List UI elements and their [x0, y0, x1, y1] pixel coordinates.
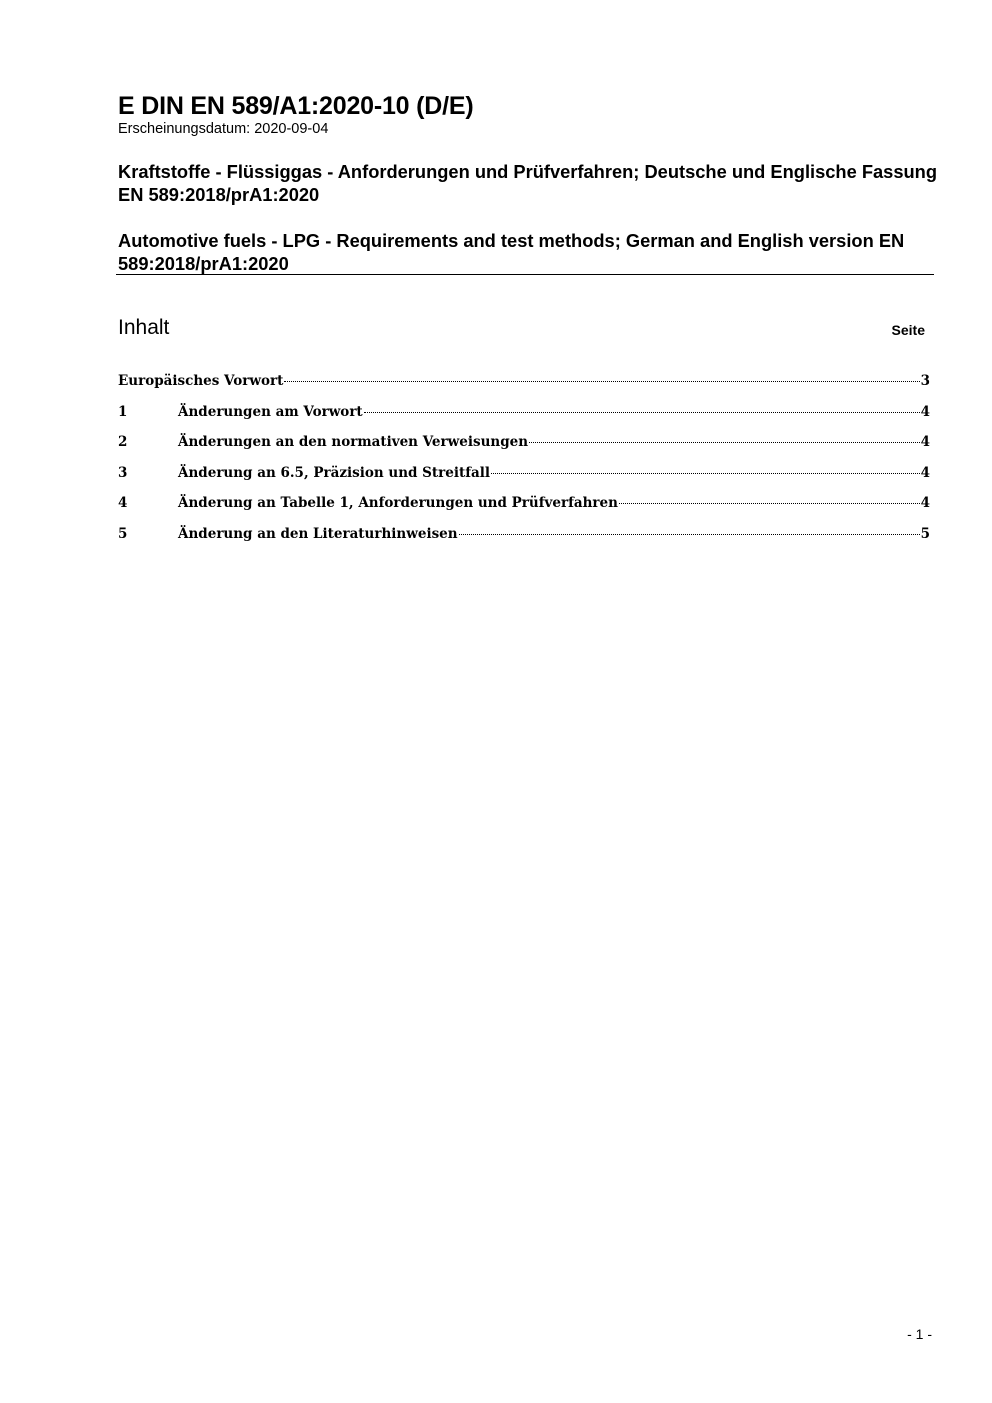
toc-entry-number: 2	[118, 434, 128, 450]
table-of-contents	[118, 370, 930, 553]
toc-entry-4[interactable]	[118, 492, 930, 523]
toc-dot-leader	[619, 503, 920, 504]
toc-entry-page: 4	[920, 403, 930, 420]
toc-dot-leader	[459, 534, 920, 535]
toc-entry-text: Änderung an den Literaturhinweisen	[178, 525, 458, 542]
toc-entry-text: Europäisches Vorwort	[118, 373, 284, 389]
toc-dot-leader	[491, 473, 920, 474]
toc-entry-text: Änderung an 6.5, Präzision und Streitfall	[178, 464, 491, 481]
toc-entry-text: Änderungen am Vorwort	[178, 403, 363, 420]
toc-dot-leader	[364, 412, 920, 413]
toc-entry-1[interactable]	[118, 401, 930, 432]
toc-dot-leader	[529, 442, 920, 443]
document-id-title: E DIN EN 589/A1:2020-10 (D/E)	[118, 92, 474, 120]
toc-entry-page: 4	[920, 464, 930, 481]
toc-entry-page: 5	[920, 525, 930, 542]
toc-entry-foreword[interactable]	[118, 370, 930, 401]
toc-entry-number: 5	[118, 525, 128, 542]
header-divider	[116, 274, 934, 275]
toc-dot-leader	[284, 381, 919, 382]
toc-entry-text: Änderungen an den normativen Verweisungen	[178, 434, 529, 450]
toc-entry-page: 4	[920, 434, 930, 450]
toc-entry-2[interactable]	[118, 431, 930, 462]
page-number: - 1 -	[907, 1326, 932, 1342]
toc-entry-number: 1	[118, 403, 128, 420]
toc-entry-5[interactable]	[118, 523, 930, 554]
toc-page-column-label: Seite	[891, 322, 925, 338]
toc-entry-page: 3	[920, 373, 930, 389]
toc-entry-text: Änderung an Tabelle 1, Anforderungen und Prüfverfahren	[178, 495, 618, 511]
title-german: Kraftstoffe - Flüssiggas - Anforderungen und Prüfverfahren; Deutsche und Englische Fassung EN 589:2018/prA1:2020	[118, 161, 938, 205]
toc-entry-3[interactable]	[118, 462, 930, 493]
toc-entry-number: 4	[118, 495, 128, 511]
title-english: Automotive fuels - LPG - Requirements and test methods; German and English version EN 589:2018/prA1:2020	[118, 230, 905, 274]
toc-entry-page: 4	[920, 495, 930, 511]
toc-heading: Inhalt	[118, 316, 170, 339]
toc-entry-number: 3	[118, 464, 128, 481]
publication-date: Erscheinungsdatum: 2020-09-04	[118, 121, 329, 137]
